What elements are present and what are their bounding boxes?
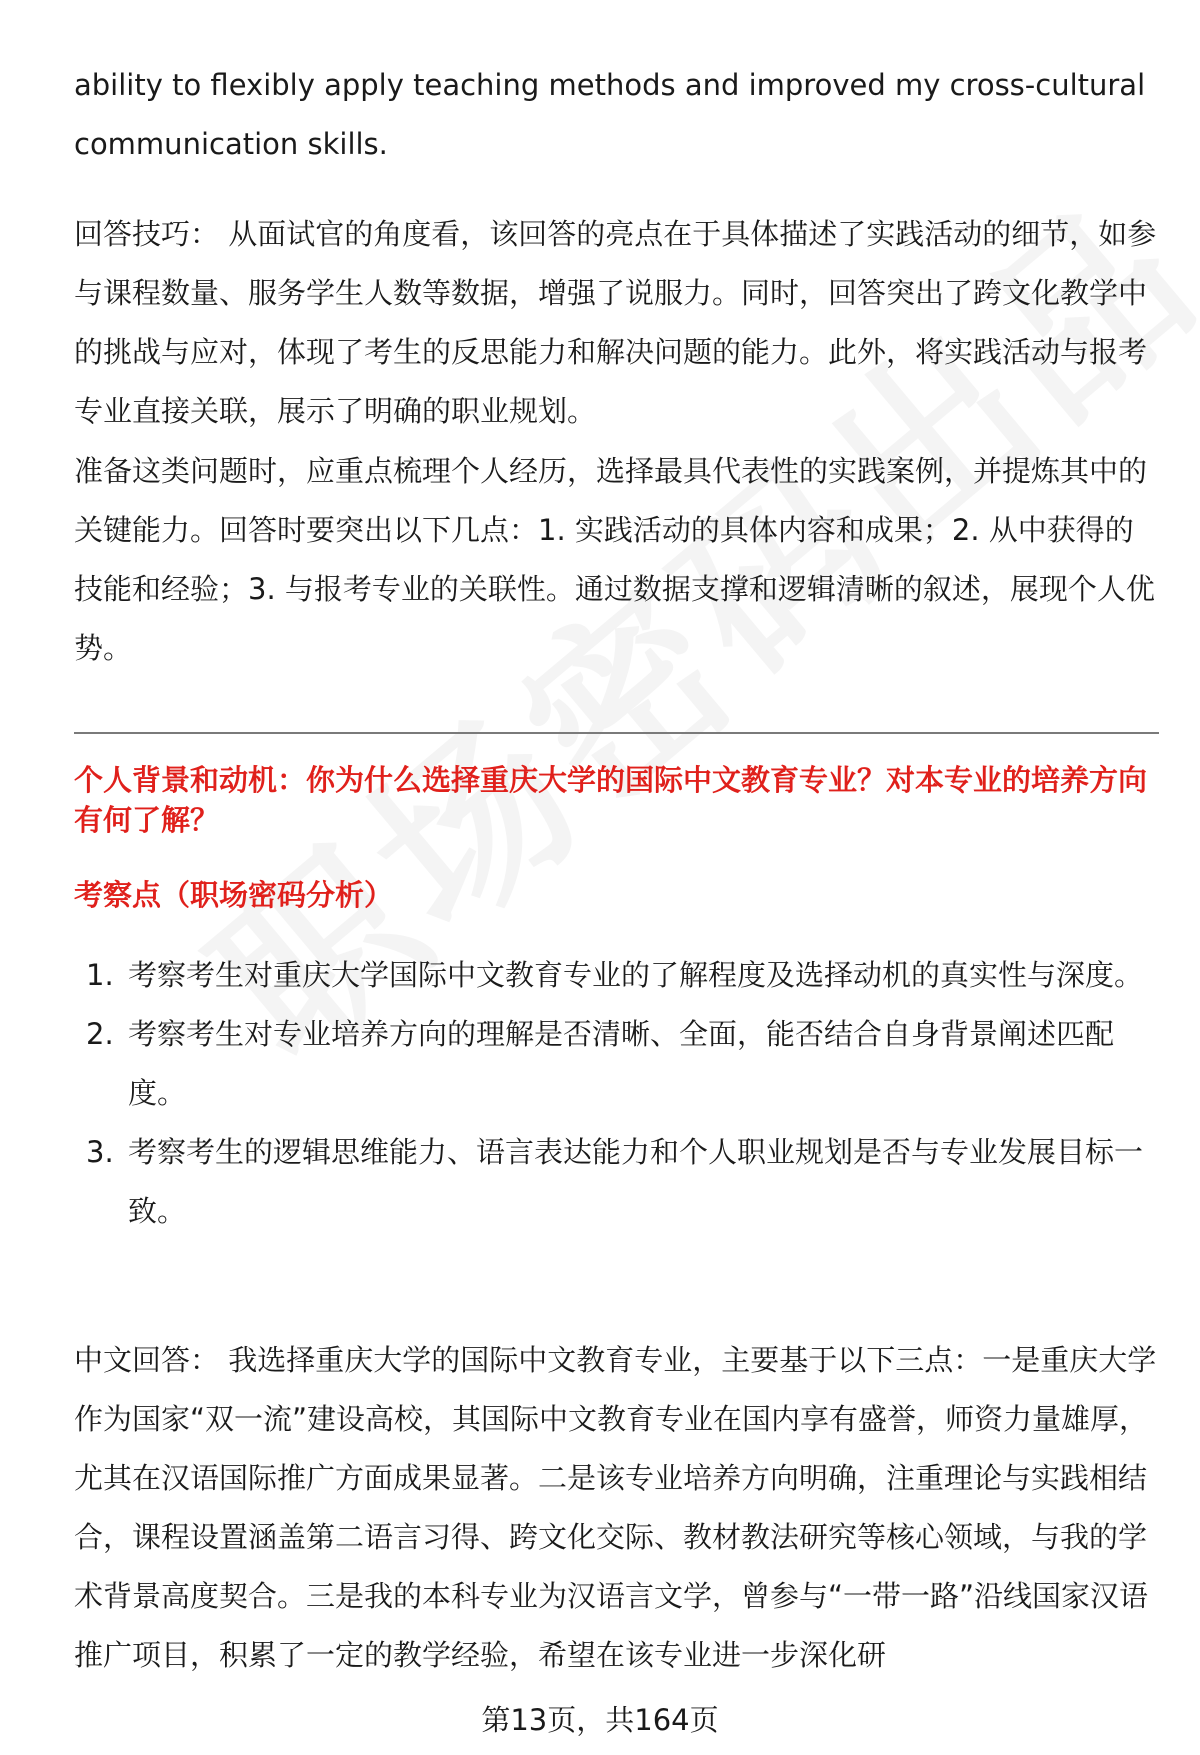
focus-point-text: 考察考生的逻辑思维能力、语言表达能力和个人职业规划是否与专业发展目标一致。 [128,1135,1144,1228]
focus-point-number: 1. [86,958,114,992]
answer-tips-paragraph: 回答技巧： 从面试官的角度看，该回答的亮点在于具体描述了实践活动的细节，如参与课程数量、服务学生人数等数据，增强了说服力。同时，回答突出了跨文化教学中的挑战与应对，体现了考生的反思能力和解决问题的能力。此外，将实践活动与报考专业直接关联，展示了明确的职业规划。 [74,217,1157,428]
preparation-paragraph: 准备这类问题时，应重点梳理个人经历，选择最具代表性的实践案例，并提炼其中的关键能力。回答时要突出以下几点：1. 实践活动的具体内容和成果；2. 从中获得的技能和经验；3. 与报考专业的关联性。通过数据支撑和逻辑清晰的叙述，展现个人优势。 [74,454,1155,665]
focus-points-list [74,946,1159,1241]
english-paragraph: ability to flexibly apply teaching methods and improved my cross-cultural communication skills. [74,68,1146,161]
question-title: 个人背景和动机：你为什么选择重庆大学的国际中文教育专业？对本专业的培养方向有何了解？ [74,763,1148,837]
focus-point-item [74,1123,1159,1241]
document-page [74,0,1159,1755]
section-divider [74,732,1159,734]
focus-points-title: 考察点（职场密码分析） [74,878,394,912]
focus-point-item [74,1005,1159,1123]
focus-point-number: 2. [86,1017,114,1051]
focus-point-text: 考察考生对重庆大学国际中文教育专业的了解程度及选择动机的真实性与深度。 [128,958,1144,992]
focus-point-item [74,946,1159,1005]
page-number-footer: 第13页，共164页 [481,1703,719,1737]
chinese-answer-paragraph: 中文回答： 我选择重庆大学的国际中文教育专业，主要基于以下三点：一是重庆大学作为国家“双一流”建设高校，其国际中文教育专业在国内享有盛誉，师资力量雄厚，尤其在汉语国际推广方面成果显著。二是该专业培养方向明确，注重理论与实践相结合，课程设置涵盖第二语言习得、跨文化交际、教材教法研究等核心领域，与我的学术背景高度契合。三是我的本科专业为汉语言文学，曾参与“一带一路”沿线国家汉语推广项目，积累了一定的教学经验，希望在该专业进一步深化研 [74,1343,1157,1672]
focus-point-number: 3. [86,1135,114,1169]
focus-point-text: 考察考生对专业培养方向的理解是否清晰、全面，能否结合自身背景阐述匹配度。 [128,1017,1115,1110]
